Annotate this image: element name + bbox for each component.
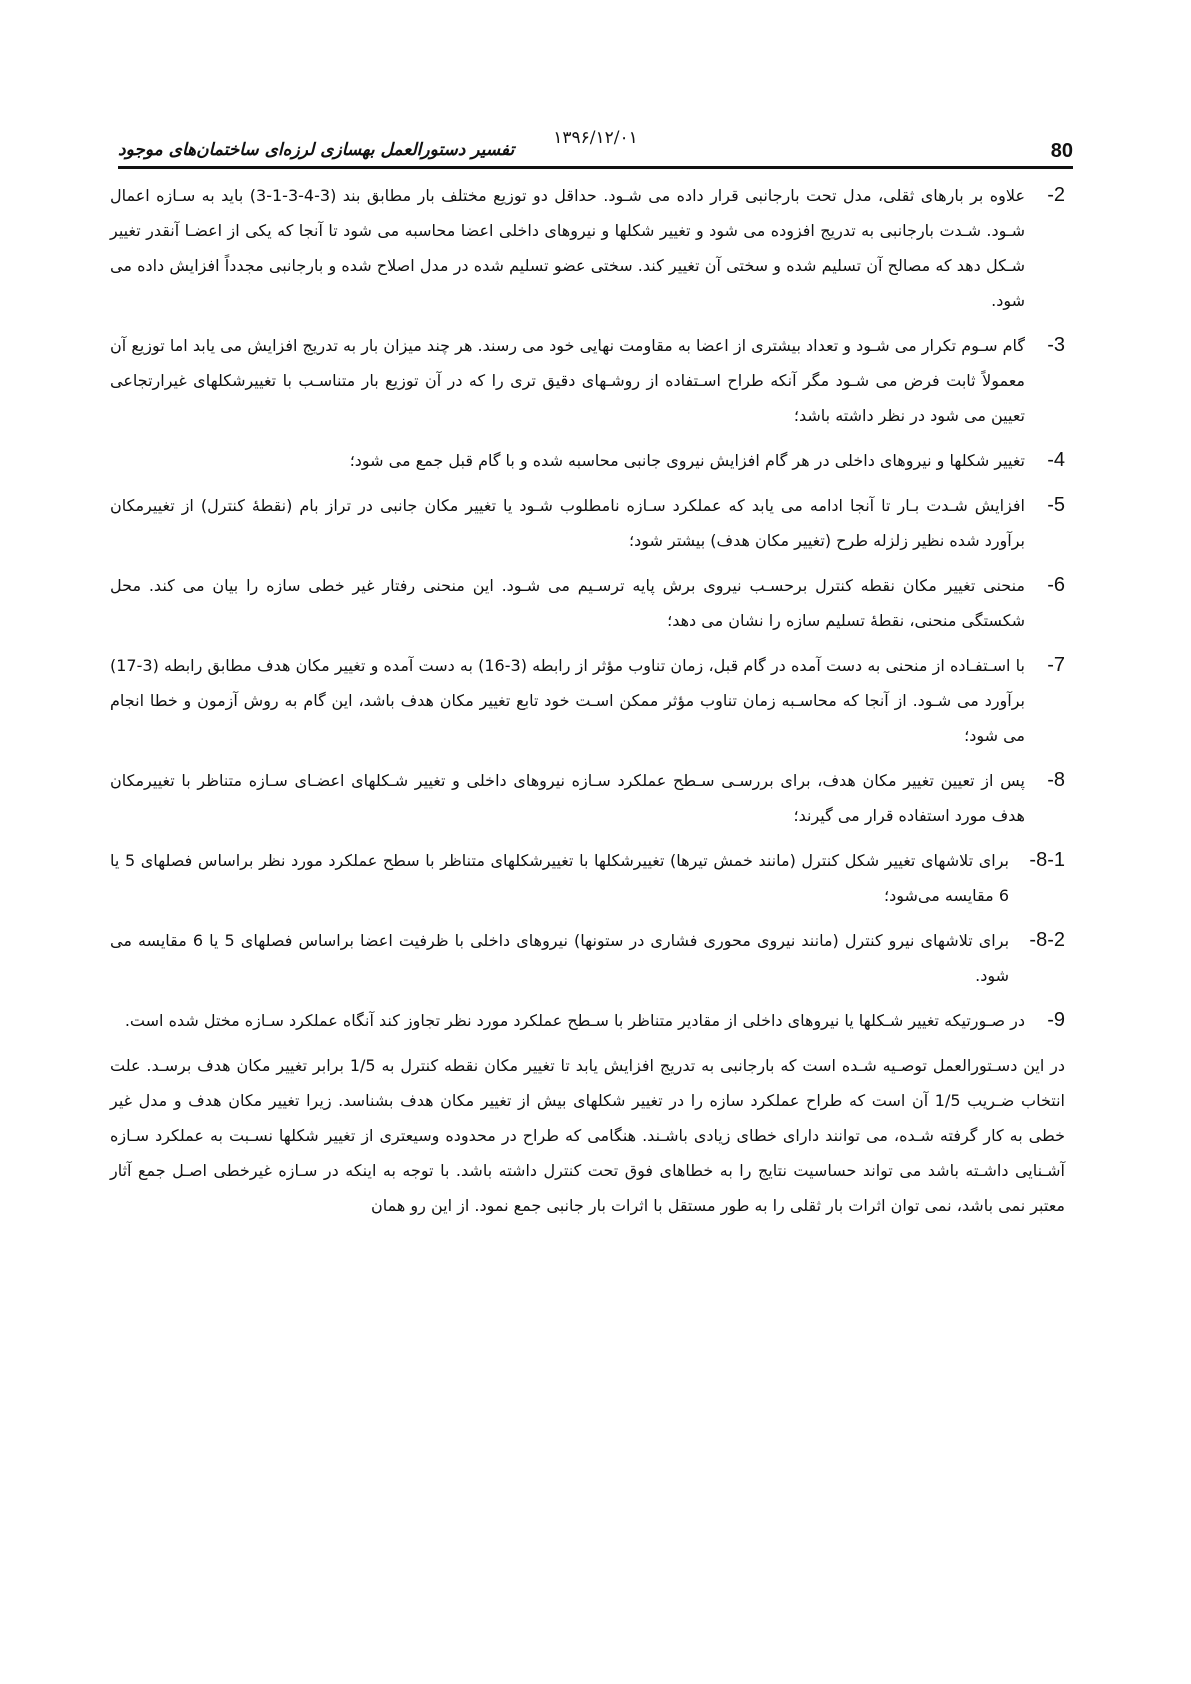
list-item (110, 328, 1065, 433)
header-divider (118, 166, 1073, 169)
item-number: 4- (1047, 449, 1065, 471)
item-number: 5- (1047, 494, 1065, 516)
list-item (110, 568, 1065, 638)
item-number: 8-1- (1029, 849, 1065, 871)
item-text: منحنی تغییر مکان نقطه کنترل برحسـب نیروی برش پایه ترسـیم می شـود. این منحنی رفتار غیر خطی سازه را بیان می کند. محل شکستگی منحنی، نقطهٔ تسلیم سازه را نشان می دهد؛ (110, 576, 1025, 630)
item-number: 2- (1047, 184, 1065, 206)
list-item (110, 843, 1065, 913)
list-item (110, 1003, 1065, 1038)
item-number: 8-2- (1029, 929, 1065, 951)
page-number: 80 (1050, 140, 1073, 162)
item-text: در صـورتیکه تغییر شـکلها یا نیروهای داخلی از مقادیر متناظر با سـطح عملکرد مورد نظر تجاوز کند آنگاه عملکرد سـازه مختل شده است. (124, 1011, 1025, 1030)
item-text: افزایش شـدت بـار تا آنجا ادامه می یابد که عملکرد سـازه نامطلوب شـود یا تغییر مکان جانبی در تراز بام (نقطهٔ کنترل) از تغییرمکان برآورد شده نظیر زلزله طرح (تغییر مکان هدف) بیشتر شود؛ (110, 496, 1025, 550)
body-paragraph: در این دسـتورالعمل توصـیه شـده است که بارجانبی به تدریج افزایش یابد تا تغییر مکان نقطه کنترل به 1/5 برابر تغییر مکان هدف برسـد. علت انتخاب ضـریب 1/5 آن است که طراح عملکرد سازه را در تغییر شکلهای بیش از تغییر مکان هدف بشناسد. زیرا تغییر مکان هدف و مدل غیر خطی به کار گرفته شـده، می توانند دارای خطای زیادی باشـند. هنگامی که طراح در محدوده وسیعتری از تغییر شکلها نسـبت به عملکرد سـازه آشـنایی داشـته باشد می تواند حساسیت نتایج را به خطاهای فوق تحت کنترل داشته باشد. با توجه به اینکه در سـازه غیرخطی اصـل جمع آثار معتبر نمی باشد، نمی توان اثرات بار ثقلی را به طور مستقل با اثرات بار جانبی جمع نمود. از این رو همان (110, 1056, 1066, 1215)
item-text: برای تلاشهای تغییر شکل کنترل (مانند خمش تیرها) تغییرشکلها با تغییرشکلهای متناظر با سطح عملکرد مورد نظر براساس فصلهای 5 یا 6 مقایسه می‌شود؛ (110, 851, 1009, 905)
list-item (110, 443, 1065, 478)
page-header (118, 128, 1073, 168)
item-text: با اسـتفـاده از منحنی به دست آمده در گام قبل، زمان تناوب مؤثر از رابطه (3-16) به دست آمده و تغییر مکان هدف مطابق رابطه (3-17) برآورد می شـود. از آنجا که محاسـبه زمان تناوب مؤثر ممکن اسـت خود تابع تغییر مکان هدف باشد، این گام به روش آزمون و خطا انجام می شود؛ (110, 656, 1025, 745)
item-number: 3- (1047, 334, 1065, 356)
header-date: ۱۳۹۶/۱۲/۰۱ (553, 128, 638, 148)
item-text: تغییر شکلها و نیروهای داخلی در هر گام افزایش نیروی جانبی محاسبه شده و با گام قبل جمع می شود؛ (349, 451, 1025, 470)
page-body (110, 178, 1065, 1223)
item-text: گام سـوم تکرار می شـود و تعداد بیشتری از اعضا به مقاومت نهایی خود می رسند. هر چند میزان بار به تدریج افزایش می یابد اما توزیع آن معمولاً ثابت فرض می شـود مگر آنکه طراح اسـتفاده از روشـهای دقیق تری را که در آن توزیع بار متناسـب با تغییرشکلهای غیرارتجاعی تعیین می شود در نظر داشته باشد؛ (110, 336, 1025, 425)
item-text: پس از تعیین تغییر مکان هدف، برای بررسـی سـطح عملکرد سـازه نیروهای داخلی و تغییر شـکلهای اعضـای سـازه متناظر با تغییرمکان هدف مورد استفاده قرار می گیرند؛ (110, 771, 1025, 825)
item-number: 9- (1047, 1009, 1065, 1031)
item-text: علاوه بر بارهای ثقلی، مدل تحت بارجانبی قرار داده می شـود. حداقل دو توزیع مختلف بار مطابق بند (3-4-3-1-3) باید به سـازه اعمال شـود. شـدت بارجانبی به تدریج افزوده می شود و تغییر شکلها و نیروهای داخلی اعضا محاسبه می شود تا آنجا که یکی از اعضـا آنقدر تغییر شـکل دهد که مصالح آن تسلیم شده و سختی آن تغییر کند. سختی عضو تسلیم شده در مدل اصلاح شده و بارجانبی مجدداً افزایش داده می شود. (110, 186, 1026, 310)
item-number: 8- (1047, 769, 1065, 791)
list-item (110, 763, 1065, 833)
item-number: 7- (1047, 654, 1065, 676)
item-number: 6- (1047, 574, 1065, 596)
list-item (110, 923, 1065, 993)
item-text: برای تلاشهای نیرو کنترل (مانند نیروی محوری فشاری در ستونها) نیروهای داخلی با ظرفیت اعضا براساس فصلهای 5 یا 6 مقایسه می شود. (110, 931, 1010, 985)
list-item (110, 648, 1065, 753)
list-item (110, 488, 1065, 558)
header-title: تفسیر دستورالعمل بهسازی لرزه‌ای ساختمان‌های موجود (118, 140, 515, 160)
list-item (110, 178, 1065, 318)
